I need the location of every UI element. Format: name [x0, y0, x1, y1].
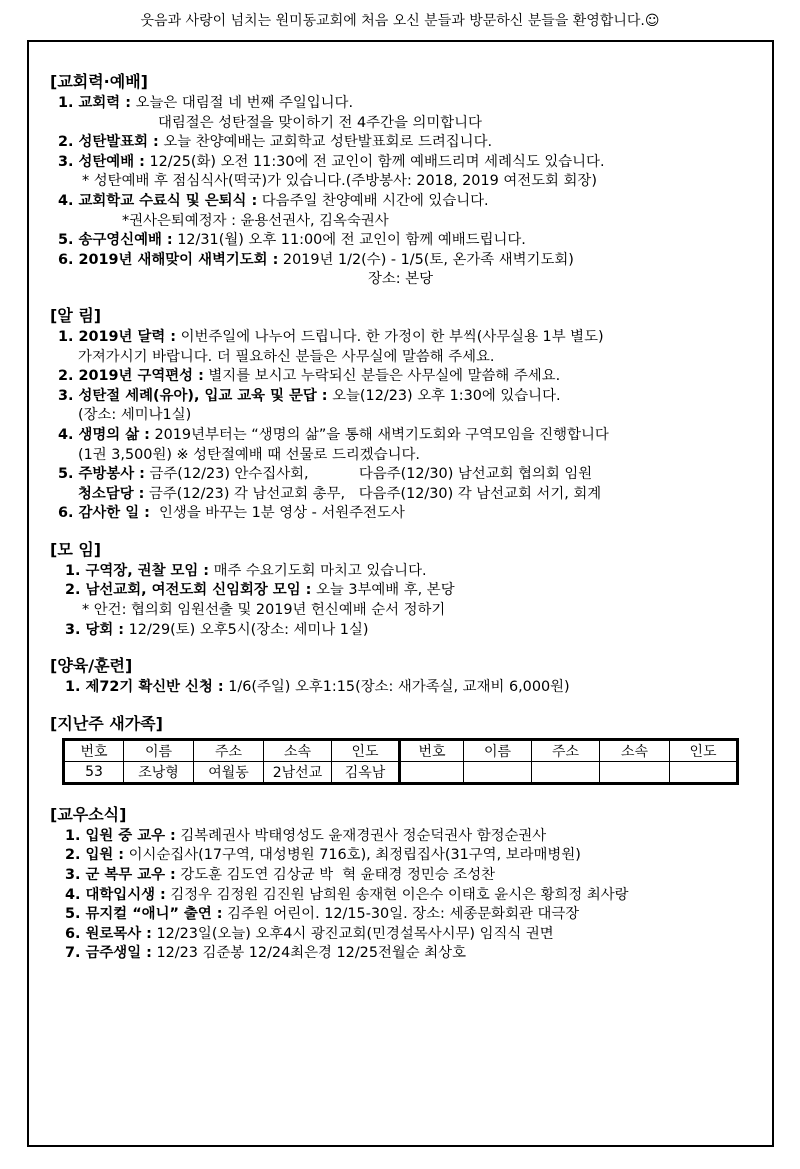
section-header-notices: [알 림] [50, 305, 102, 325]
list-item: 1. 구역장, 권찰 모임 : 매주 수요기도회 마치고 있습니다. [65, 562, 427, 579]
table-cell: 53 [64, 761, 124, 783]
list-item: 1. 제72기 확신반 신청 : 1/6(주일) 오후1:15(장소: 새가족실, 교재비 6,000원) [65, 679, 570, 696]
table-cell [600, 761, 670, 783]
column-header: 인도 [670, 739, 738, 761]
list-item: 2. 남선교회, 여전도회 신임회장 모임 : 오늘 3부예배 후, 본당 [65, 582, 455, 599]
section-header-worship: [교회력·예배] [50, 72, 148, 91]
list-item: 5. 뮤지컬 “애니” 출연 : 김주원 어린이. 12/15-30일. 장소: 세종문화회관 대극장 [65, 906, 580, 923]
list-item: 4. 생명의 삶 : 2019년부터는 “생명의 삶”을 통해 새벽기도회와 구역모임을 진행합니다 [58, 426, 609, 443]
welcome-text: 웃음과 사랑이 넘치는 원미동교회에 처음 오신 분들과 방문하신 분들을 환영합니다. [140, 13, 645, 29]
newcomers-table [62, 738, 739, 785]
table-cell: 여월동 [194, 761, 264, 783]
list-item: 6. 감사한 일 : 인생을 바꾸는 1분 영상 - 서원주전도사 [58, 505, 405, 522]
list-item: 1. 2019년 달력 : 이번주일에 나누어 드립니다. 한 가정이 한 부씩(사무실용 1부 별도) [58, 328, 604, 345]
list-item: 3. 군 복무 교우 : 강도훈 김도연 김상균 박 혁 윤태경 정민승 조성찬 [65, 867, 495, 884]
section-header-training: [양육/훈련] [50, 656, 133, 676]
list-item: (1권 3,500원) ※ 성탄절예배 때 선물로 드리겠습니다. [78, 446, 420, 463]
list-item: * 안건: 협의회 임원선출 및 2019년 헌신예배 순서 정하기 [82, 602, 446, 619]
list-item: 4. 대학입시생 : 김정우 김정원 김진원 남희원 송재현 이은수 이태호 윤시은 황희정 최사랑 [65, 886, 629, 903]
list-item: 5. 송구영신예배 : 12/31(월) 오후 11:00에 전 교인이 함께 예배드립니다. [58, 232, 526, 249]
column-header: 주소 [194, 739, 264, 761]
list-item: 2. 입원 : 이시순집사(17구역, 대성병원 716호), 최정립집사(31구역, 보라매병원) [65, 847, 581, 864]
table-cell [532, 761, 600, 783]
list-item: 가져가시기 바랍니다. 더 필요하신 분들은 사무실에 말씀해 주세요. [78, 348, 495, 365]
list-item: 2. 2019년 구역편성 : 별지를 보시고 누락되신 분들은 사무실에 말씀해 주세요. [58, 368, 561, 385]
list-item: 3. 성탄예배 : 12/25(화) 오전 11:30에 전 교인이 함께 예배드리며 세례식도 있습니다. [58, 153, 605, 170]
column-header: 주소 [532, 739, 600, 761]
bulletin-content [50, 70, 770, 964]
table-cell: 조낭형 [124, 761, 194, 783]
list-item: 3. 당회 : 12/29(토) 오후5시(장소: 세미나 1실) [65, 621, 369, 638]
table-row [64, 761, 738, 783]
section-header-newcomers: [지난주 새가족] [50, 713, 163, 733]
list-item: 6. 2019년 새해맞이 새벽기도회 : 2019년 1/2(수) - 1/5(토, 온가족 새벽기도회) [58, 251, 574, 268]
list-item: 3. 성탄절 세례(유아), 입교 교육 및 문답 : 오늘(12/23) 오후 1:30에 있습니다. [58, 387, 561, 404]
list-item: 4. 교회학교 수료식 및 은퇴식 : 다음주일 찬양예배 시간에 있습니다. [58, 192, 489, 209]
table-cell [400, 761, 464, 783]
list-item: (장소: 세미나1실) [78, 407, 192, 424]
list-item: 2. 성탄발표회 : 오늘 찬양예배는 교회학교 성탄발표회로 드려집니다. [58, 134, 493, 151]
section-header-meetings: [모 임] [50, 539, 102, 559]
list-item: 1. 입원 중 교우 : 김복례권사 박태영성도 윤재경권사 정순덕권사 함정순권사 [65, 827, 547, 844]
column-header: 번호 [64, 739, 124, 761]
column-header: 번호 [400, 739, 464, 761]
table-cell [670, 761, 738, 783]
welcome-banner [0, 10, 800, 30]
list-item: 6. 원로목사 : 12/23일(오늘) 오후4시 광진교회(민경설목사시무) 임직식 권면 [65, 925, 554, 942]
column-header: 이름 [464, 739, 532, 761]
table-header-row [64, 739, 738, 761]
column-header: 이름 [124, 739, 194, 761]
list-item: 청소담당 : 금주(12/23) 각 남선교회 총무, 다음주(12/30) 각 남선교회 서기, 회계 [78, 485, 602, 502]
column-header: 소속 [264, 739, 332, 761]
column-header: 소속 [600, 739, 670, 761]
list-item: * 성탄예배 후 점심식사(떡국)가 있습니다.(주방봉사: 2018, 2019 여전도회 회장) [82, 173, 597, 190]
list-item: 7. 금주생일 : 12/23 김준봉 12/24최은경 12/25전월순 최상호 [65, 945, 466, 962]
list-item: 1. 교회력 : 오늘은 대림절 네 번째 주일입니다. [58, 95, 354, 111]
smiley-icon: ☺ [644, 13, 660, 29]
list-item: 장소: 본당 [368, 271, 434, 288]
list-item: 대림절은 성탄절을 맞이하기 전 4주간을 의미합니다 [158, 114, 482, 131]
table-cell [464, 761, 532, 783]
list-item: 5. 주방봉사 : 금주(12/23) 안수집사회, 다음주(12/30) 남선교회 협의회 임원 [58, 466, 593, 483]
column-header: 인도 [332, 739, 400, 761]
list-item: *권사은퇴예정자 : 윤용선권사, 김옥숙권사 [122, 212, 389, 229]
table-cell: 2남선교 [264, 761, 332, 783]
table-cell: 김옥남 [332, 761, 400, 783]
section-header-members: [교우소식] [50, 804, 127, 824]
